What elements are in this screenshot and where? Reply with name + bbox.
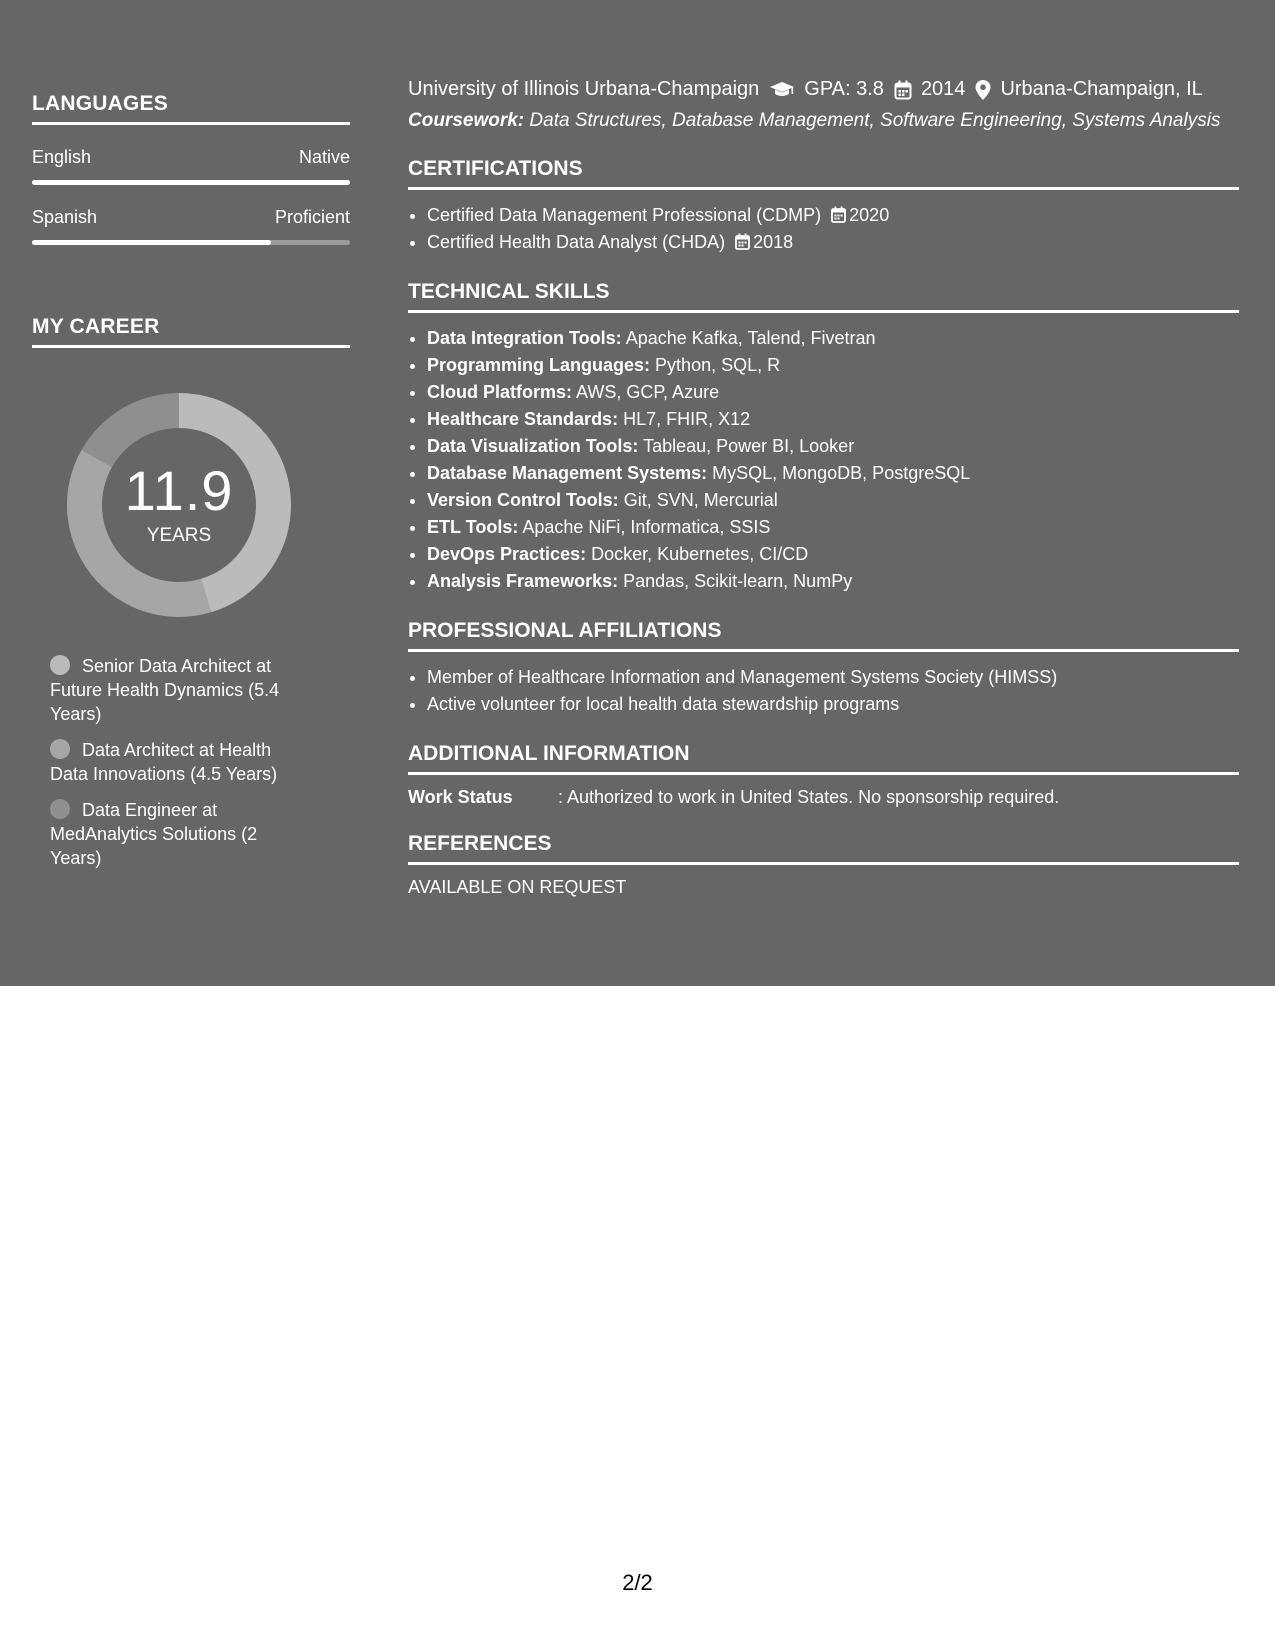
skills-section (408, 280, 1239, 595)
skill-category: Analysis Frameworks: (427, 571, 619, 591)
references-title: REFERENCES (408, 832, 1239, 865)
coursework-label: Coursework: (408, 110, 525, 131)
education-line (408, 78, 1239, 101)
location: Urbana-Champaign, IL (1000, 78, 1203, 100)
career-years-unit: YEARS (146, 525, 212, 546)
career-donut-chart (64, 390, 294, 620)
coursework-text: Data Structures, Database Management, Software Engineering, Systems Analysis (529, 110, 1221, 131)
language-name: English (32, 147, 92, 167)
skills-title: TECHNICAL SKILLS (408, 280, 1239, 313)
school-name: University of Illinois Urbana-Champaign (408, 78, 760, 100)
skill-values: Tableau, Power BI, Looker (643, 436, 855, 456)
certifications-title: CERTIFICATIONS (408, 157, 1239, 190)
work-status-label: Work Status (408, 787, 513, 807)
references-section (408, 832, 1239, 898)
work-status-row (408, 787, 1239, 808)
right-column (408, 78, 1239, 898)
skill-category: Data Integration Tools: (427, 328, 622, 348)
career-role-label: Data Architect at Health Data Innovations (4.5 Years) (50, 740, 278, 784)
skill-category: Data Visualization Tools: (427, 436, 639, 456)
skill-category: ETL Tools: (427, 517, 519, 537)
coursework (408, 109, 1239, 133)
skill-category: Programming Languages: (427, 355, 651, 375)
legend-dot-icon (50, 655, 70, 675)
career-legend-item (50, 654, 300, 726)
affiliations-list (408, 664, 1239, 718)
left-column (32, 92, 350, 882)
legend-dot-icon (50, 739, 70, 759)
skill-item (427, 568, 1239, 595)
skill-values: MySQL, MongoDB, PostgreSQL (712, 463, 971, 483)
skill-item (427, 325, 1239, 352)
skill-values: HL7, FHIR, X12 (623, 409, 751, 429)
skill-category: Database Management Systems: (427, 463, 708, 483)
language-item (32, 207, 350, 245)
skill-values: Apache Kafka, Talend, Fivetran (625, 328, 876, 348)
graduation-year: 2014 (920, 78, 966, 100)
certification-item (427, 202, 1239, 229)
skill-category: Healthcare Standards: (427, 409, 619, 429)
skill-item (427, 487, 1239, 514)
skill-values: Apache NiFi, Informatica, SSIS (522, 517, 771, 537)
certifications-section (408, 157, 1239, 256)
work-status-value: : Authorized to work in United States. No sponsorship required. (558, 787, 1060, 807)
calendar-icon (735, 233, 750, 250)
language-proficiency-fill (32, 180, 350, 185)
career-role-label: Senior Data Architect at Future Health Dynamics (5.4 Years) (50, 656, 280, 724)
map-pin-icon (975, 80, 991, 100)
certification-name: Certified Data Management Professional (CDMP) (427, 205, 822, 225)
certification-name: Certified Health Data Analyst (CHDA) (427, 232, 726, 252)
language-proficiency-bar (32, 180, 350, 185)
skill-category: Cloud Platforms: (427, 382, 573, 402)
language-proficiency-bar (32, 240, 350, 245)
skill-values: Git, SVN, Mercurial (623, 490, 778, 510)
certification-item (427, 229, 1239, 256)
skill-item (427, 514, 1239, 541)
language-item (32, 147, 350, 185)
skill-values: Python, SQL, R (655, 355, 781, 375)
affiliation-item: • Active volunteer for local health data stewardship programs (427, 691, 1239, 718)
calendar-icon (894, 80, 912, 100)
skill-item (427, 460, 1239, 487)
certifications-list (408, 202, 1239, 256)
language-level: Proficient (274, 207, 350, 227)
career-legend-item (50, 798, 300, 870)
affiliations-title: PROFESSIONAL AFFILIATIONS (408, 619, 1239, 652)
skill-values: Pandas, Scikit-learn, NumPy (623, 571, 853, 591)
skill-item (427, 352, 1239, 379)
skill-item (427, 541, 1239, 568)
skill-item (427, 379, 1239, 406)
career-legend-item (50, 738, 300, 786)
legend-dot-icon (50, 799, 70, 819)
skill-category: DevOps Practices: (427, 544, 587, 564)
language-name: Spanish (32, 207, 98, 227)
graduation-cap-icon (769, 81, 795, 99)
affiliation-item: • Member of Healthcare Information and Management Systems Society (HIMSS) (427, 664, 1239, 691)
skill-category: Version Control Tools: (427, 490, 619, 510)
calendar-icon (831, 206, 846, 223)
skill-item (427, 406, 1239, 433)
career-role-label: Data Engineer at MedAnalytics Solutions (2 Years) (50, 800, 258, 868)
language-proficiency-fill (32, 240, 271, 245)
skills-list (408, 325, 1239, 595)
languages-title: LANGUAGES (32, 92, 350, 125)
skill-values: AWS, GCP, Azure (576, 382, 720, 402)
skill-values: Docker, Kubernetes, CI/CD (591, 544, 809, 564)
skill-item (427, 433, 1239, 460)
career-total-years: 11.9 (124, 459, 234, 522)
certification-year: 2018 (753, 232, 794, 252)
additional-info-title: ADDITIONAL INFORMATION (408, 742, 1239, 775)
additional-info-section (408, 742, 1239, 808)
gpa: GPA: 3.8 (804, 78, 884, 100)
references-text: AVAILABLE ON REQUEST (408, 877, 627, 897)
affiliations-section (408, 619, 1239, 718)
language-level: Native (298, 147, 350, 167)
career-legend (50, 654, 300, 870)
career-title: MY CAREER (32, 315, 350, 348)
certification-year: 2020 (849, 205, 890, 225)
page-number: 2/2 (622, 1570, 653, 1595)
